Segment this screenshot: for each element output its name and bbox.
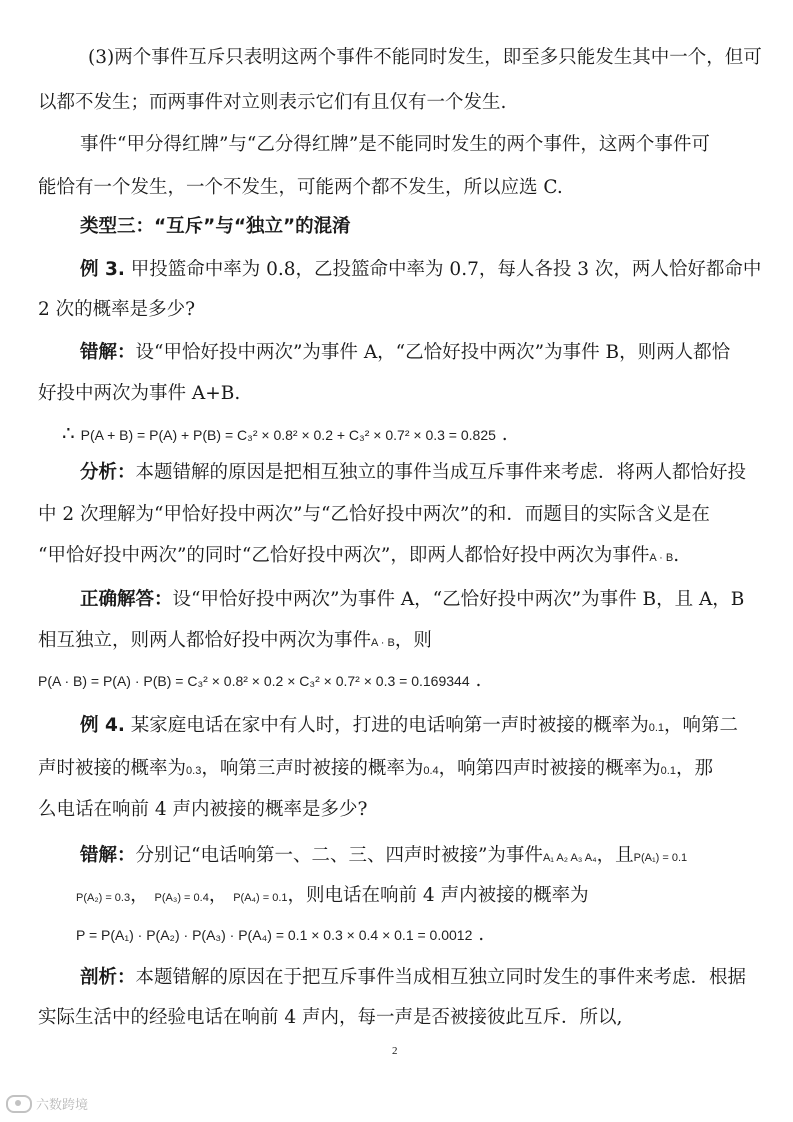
wrong-solution-text: 设“甲恰好投中两次”为事件 A，“乙恰好投中两次”为事件 B，则两人都恰 [135, 342, 731, 363]
analysis-label: 剖析： [80, 967, 136, 988]
correct-solution-label: 正确解答： [80, 589, 173, 610]
paragraph-line: 中 2 次理解为“甲恰好投中两次”与“乙恰好投中两次”的和．而题目的实际含义是在 [38, 504, 710, 525]
analysis-text: 本题错解的原因在于把互斥事件当成相互独立同时发生的事件来考虑．根据 [135, 967, 747, 988]
wrong-solution-text: ，则电话在响前 4 声内被接的概率为 [287, 885, 589, 906]
paragraph-line: (3)两个事件互斥只表明这两个事件不能同时发生，即至多只能发生其中一个，但可 [88, 47, 762, 68]
example-text: 甲投篮命中率为 0.8，乙投篮命中率为 0.7，每人各投 3 次，两人恰好都命中 [130, 259, 762, 280]
example-text: ，响第三声时被接的概率为 [201, 758, 424, 779]
probability-value: 0.1 [660, 765, 676, 777]
analysis-text: “甲恰好投中两次”的同时“乙恰好投中两次”，即两人都恰好投中两次为事件 [38, 545, 650, 566]
paragraph-line [38, 756, 713, 784]
watermark-logo-icon [6, 1095, 32, 1113]
formula-period: . [501, 424, 508, 445]
probability-expression: P(A₂) = 0.3 [76, 892, 131, 904]
paragraph-line: 能恰有一个发生，一个不发生，可能两个都不发生，所以应选 C. [38, 177, 563, 198]
section-heading: 类型三：“互斥”与“独立”的混淆 [80, 216, 351, 237]
watermark-text: 六数跨境 [36, 1098, 89, 1113]
correct-solution [80, 587, 744, 613]
paragraph-line: P(A₂) = 0.3， P(A₃) = 0.4， P(A₄) = 0.1，则电话在响前 4 声内被接的概率为 [76, 885, 589, 906]
probability-expression: P(A₄) = 0.1 [233, 892, 288, 904]
wrong-solution [80, 340, 730, 366]
probability-value: 0.1 [648, 722, 665, 734]
example-text: ，响第四声时被接的概率为 [438, 758, 661, 779]
example-text: 某家庭电话在家中有人时，打进的电话响第一声时被接的概率为 [130, 715, 649, 736]
example-label: 例 4. [80, 715, 125, 736]
event-ab: A · B [371, 637, 395, 649]
event-ab: A · B [649, 552, 674, 564]
wrong-solution [80, 843, 687, 871]
formula-period: . [475, 670, 482, 691]
formula-2: P(A · B) = P(A) · P(B) = C₃² × 0.8² × 0.2 × C₃² × 0.7² × 0.3 = 0.169344 [38, 673, 470, 689]
paragraph-line: 么电话在响前 4 声内被接的概率是多少? [38, 799, 368, 820]
probability-value: 0.3 [186, 765, 202, 777]
formula-1: P(A + B) = P(A) + P(B) = C₃² × 0.8² × 0.2 + C₃² × 0.7² × 0.3 = 0.825 [80, 427, 496, 443]
formula-3: P = P(A₁) · P(A₂) · P(A₃) · P(A₄) = 0.1 × 0.3 × 0.4 × 0.1 = 0.0012 [76, 927, 473, 943]
paragraph-line: 实际生活中的经验电话在响前 4 声内，每一声是否被接彼此互斥．所以, [38, 1007, 623, 1028]
analysis-label: 分析： [80, 462, 136, 483]
page-number: 2 [392, 1045, 398, 1057]
paragraph-line [38, 628, 432, 656]
formula-line [38, 668, 481, 694]
therefore-symbol: ∴ [62, 421, 75, 445]
example-text: ，那 [675, 758, 713, 779]
probability-value: 0.4 [423, 765, 439, 777]
example-4 [80, 713, 738, 741]
wrong-solution-label: 错解： [80, 342, 136, 363]
wrong-solution-text: 分别记“电话响第一、二、三、四声时被接”为事件 [135, 845, 543, 866]
paragraph-line: 好投中两次为事件 A+B. [38, 383, 241, 404]
watermark [6, 1094, 88, 1113]
example-text: ，响第二 [664, 715, 739, 736]
formula-line [62, 420, 508, 448]
formula-line [76, 922, 484, 948]
analysis-text: 本题错解的原因是把相互独立的事件当成互斥事件来考虑．将两人都恰好投 [135, 462, 747, 483]
paragraph-line [38, 543, 679, 571]
probability-expression: P(A₁) = 0.1 [633, 852, 688, 864]
correct-solution-text: 设“甲恰好投中两次”为事件 A，“乙恰好投中两次”为事件 B，且 A，B [172, 589, 745, 610]
paragraph-line: 2 次的概率是多少? [38, 299, 196, 320]
correct-text: 相互独立，则两人都恰好投中两次为事件 [38, 630, 372, 651]
wrong-solution-label: 错解： [80, 845, 136, 866]
analysis [80, 460, 746, 486]
example-3 [80, 257, 761, 283]
paragraph-line: 以都不发生；而两事件对立则表示它们有且仅有一个发生. [38, 92, 507, 113]
analysis [80, 965, 746, 991]
correct-text-tail: ，则 [394, 630, 432, 651]
events-list: A₁ A₂ A₃ A₄ [542, 852, 597, 864]
paragraph-line: 事件“甲分得红牌”与“乙分得红牌”是不能同时发生的两个事件，这两个事件可 [80, 134, 710, 155]
probability-expression: P(A₃) = 0.4 [154, 892, 209, 904]
example-label: 例 3. [80, 259, 125, 280]
formula-period: . [478, 924, 485, 945]
example-text: 声时被接的概率为 [38, 758, 187, 779]
period: . [673, 545, 680, 566]
wrong-solution-text: ，且 [596, 845, 634, 866]
